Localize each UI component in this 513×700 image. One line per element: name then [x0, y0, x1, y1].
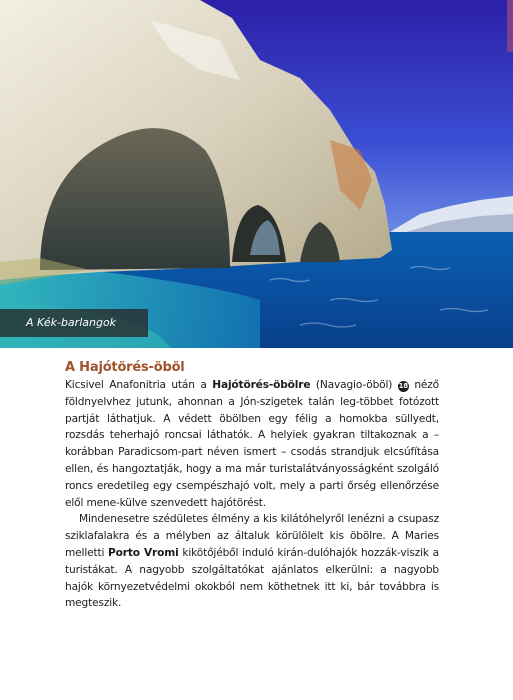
porto-vromi-term: Porto Vromi: [108, 546, 179, 559]
map-reference-badge: 18: [398, 382, 409, 390]
chapter-tab: [507, 0, 513, 52]
paragraph-1-text-2: (Navagio-öböl): [310, 379, 398, 391]
paragraph-2-text-1: Mindenesetre szédületes élmény a kis kilátóhelyről lenézni a csupasz sziklafalakra és a mélyben az általuk körülölelt kis öbölre. A Maries melletti: [65, 513, 439, 559]
paragraph-1-text-3: néző földnyelvhez jutunk, ahonnan a Jón-szigetek talán leg-többet fotózott partját láthatjuk. A védett öbölben egy félig a homokba süllyedt, rozsdás teherhajó roncsai láthatók. A helyiek gyakran tiltakoznak a – korábban Paradicsom-part néven ismert – csodás strandjuk elcsúfítása ellen, és hangoztatják, hogy a ma már turistalátványosságként szolgáló roncs eredetileg egy csempészhajó volt, mely a parti őrség ellenőrzése elől mene-külve szenvedett hajótörést.: [65, 379, 439, 509]
paragraph-2: [65, 511, 439, 612]
photo-caption: A Kék-barlangok: [0, 309, 148, 337]
article: [65, 360, 439, 612]
blue-caves-illustration: [0, 0, 513, 348]
shipwreck-bay-term: Hajótörés-öbölre: [212, 379, 311, 391]
section-heading: A Hajótörés-öböl: [65, 360, 185, 375]
paragraph-1-text-1: Kicsivel Anafonitria után a: [65, 379, 213, 391]
paragraph-2-text-2: kikötőjéből induló kirán-dulóhajók hozzák-viszik a turistákat. A nagyobb szolgáltatókat ajánlatos elkerülni: a nagyobb hajók környezetvédelmi okokból nem köthetnek itt ki, bár továbbra is megteszik.: [65, 546, 439, 610]
paragraph-1: [65, 377, 439, 511]
blue-caves-photo: [0, 0, 513, 348]
